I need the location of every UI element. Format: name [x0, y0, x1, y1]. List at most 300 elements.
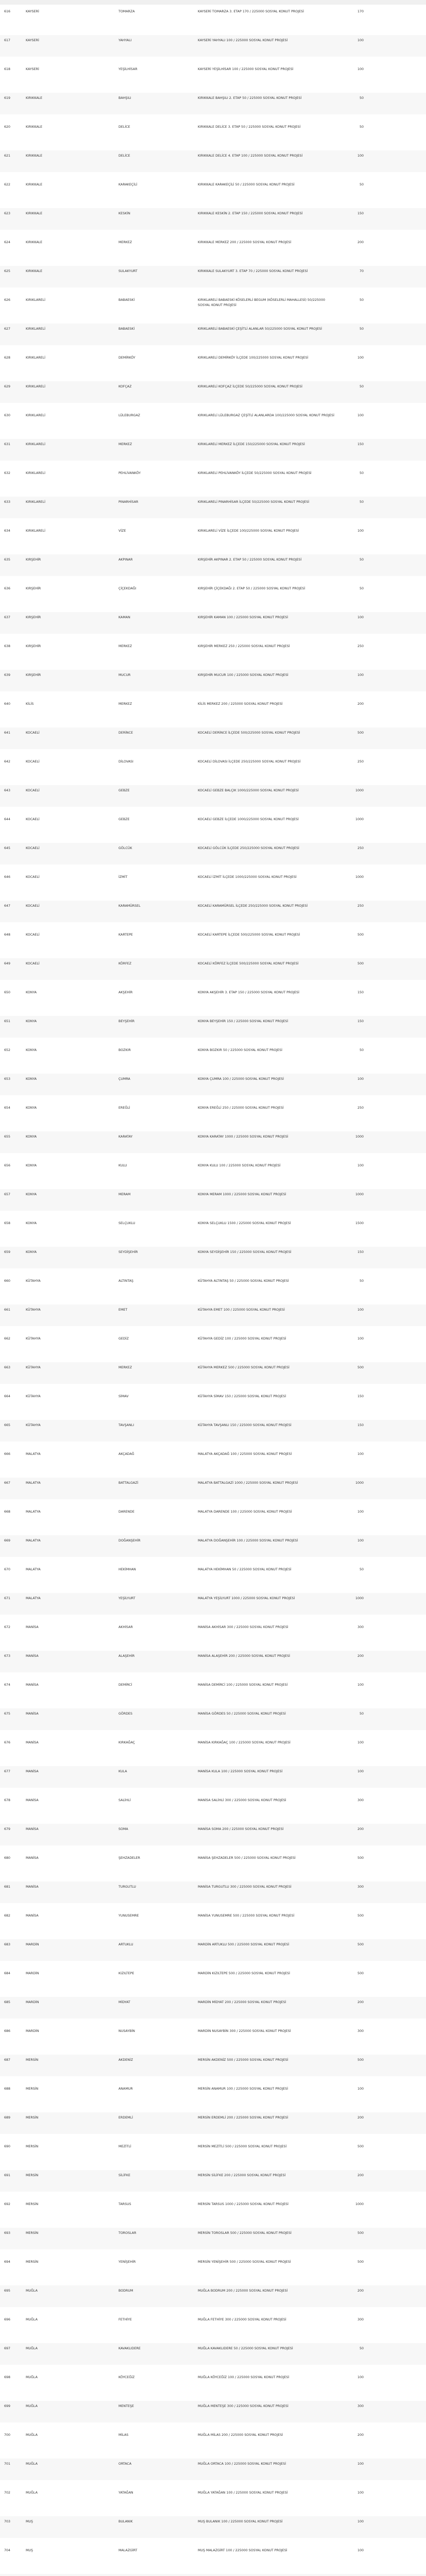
table-row: [0, 1968, 426, 1990]
row-id: 656: [4, 1164, 11, 1167]
row-unit-count: 250: [357, 846, 364, 850]
table-row: [0, 2285, 426, 2307]
table-row: [0, 843, 426, 865]
row-province: MUĞLA: [26, 2347, 38, 2350]
row-province: MALATYA: [26, 1568, 41, 1571]
row-unit-count: 300: [357, 2029, 364, 2033]
row-province: KONYA: [26, 1106, 37, 1110]
row-district: KESKİN: [118, 212, 130, 215]
row-project: KONYA SELÇUKLU 1500 / 225000 SOSYAL KONUT PROJESİ: [198, 1222, 291, 1225]
row-district: MERKEZ: [118, 702, 132, 706]
row-project: KAYSERİ YAHYALI 100 / 225000 SOSYAL KONUT PROJESİ: [198, 39, 288, 42]
row-id: 689: [4, 2116, 11, 2120]
row-id: 657: [4, 1193, 11, 1196]
row-province: KIRŞEHİR: [26, 558, 41, 562]
row-district: GEBZE: [118, 818, 130, 821]
row-project: MANİSA ALAŞEHİR 200 / 225000 SOSYAL KONUT PROJESİ: [198, 1654, 290, 1658]
row-district: DEMİRCİ: [118, 1683, 132, 1687]
table-row: [0, 554, 426, 576]
table-row: [0, 2257, 426, 2278]
table-row: [0, 2112, 426, 2134]
row-unit-count: 200: [357, 1654, 364, 1658]
row-province: KÜTAHYA: [26, 1337, 41, 1341]
table-row: [0, 179, 426, 201]
row-id: 640: [4, 702, 11, 706]
row-project: KOCAELİ DİLOVASI İLÇEDE 250/225000 SOSYAL KONUT PROJESİ: [198, 760, 301, 764]
row-district: GÖLCÜK: [118, 846, 132, 850]
row-province: MANİSA: [26, 1827, 39, 1831]
row-unit-count: 500: [357, 1366, 364, 1369]
table-row: [0, 1506, 426, 1528]
row-district: MUCUR: [118, 673, 131, 677]
row-project: MANİSA KULA 100 / 225000 SOSYAL KONUT PROJESİ: [198, 1770, 283, 1773]
row-id: 619: [4, 96, 11, 100]
table-row: [0, 1103, 426, 1124]
row-project: MANİSA AKHİSAR 300 / 225000 SOSYAL KONUT PROJESİ: [198, 1625, 288, 1629]
row-district: KAVAKLIDERE: [118, 2347, 141, 2350]
row-id: 668: [4, 1510, 11, 1514]
row-project: MERSİN MEZİTLİ 500 / 225000 SOSYAL KONUT PROJESİ: [198, 2145, 287, 2148]
row-district: NUSAYBİN: [118, 2029, 135, 2033]
row-unit-count: 100: [357, 2520, 364, 2523]
row-id: 667: [4, 1481, 11, 1485]
row-id: 616: [4, 10, 11, 13]
row-province: KOCAELİ: [26, 818, 40, 821]
row-unit-count: 100: [357, 1770, 364, 1773]
row-district: YUNUSEMRE: [118, 1914, 139, 1918]
row-province: KIRIKKALE: [26, 125, 43, 129]
row-id: 658: [4, 1222, 11, 1225]
row-province: KONYA: [26, 1193, 37, 1196]
row-id: 680: [4, 1856, 11, 1860]
row-unit-count: 100: [357, 2549, 364, 2552]
row-unit-count: 150: [357, 1250, 364, 1254]
row-unit-count: 500: [357, 1914, 364, 1918]
row-province: MANİSA: [26, 1654, 39, 1658]
table-row: [0, 2026, 426, 2047]
row-district: SELÇUKLU: [118, 1222, 135, 1225]
table-row: [0, 1680, 426, 1701]
row-unit-count: 500: [357, 1856, 364, 1860]
row-province: KONYA: [26, 991, 37, 994]
row-province: KOCAELİ: [26, 933, 40, 937]
row-district: KULU: [118, 1164, 127, 1167]
row-unit-count: 100: [357, 616, 364, 619]
row-district: KARATAY: [118, 1135, 133, 1139]
row-province: MARDİN: [26, 2029, 39, 2033]
row-id: 638: [4, 645, 11, 648]
row-province: KIRIKKALE: [26, 212, 43, 215]
table-row: [0, 468, 426, 489]
row-province: KÜTAHYA: [26, 1423, 41, 1427]
row-project: MALATYA YEŞİLYURT 1000 / 225000 SOSYAL KONUT PROJESİ: [198, 1597, 295, 1600]
row-unit-count: 500: [357, 1972, 364, 1975]
row-id: 684: [4, 1972, 11, 1975]
row-id: 685: [4, 2001, 11, 2004]
row-district: AKŞEHİR: [118, 991, 133, 994]
row-province: MUŞ: [26, 2549, 33, 2552]
table-row: [0, 1939, 426, 1961]
row-id: 624: [4, 241, 11, 244]
row-id: 636: [4, 587, 11, 590]
row-id: 651: [4, 1020, 11, 1023]
row-unit-count: 50: [359, 1279, 364, 1283]
table-row: [0, 1045, 426, 1066]
table-row: [0, 1160, 426, 1182]
row-project: MARDİN KIZILTEPE 500 / 225000 SOSYAL KONUT PROJESİ: [198, 1972, 290, 1975]
row-unit-count: 250: [357, 1106, 364, 1110]
row-unit-count: 50: [359, 96, 364, 100]
row-project: MUĞLA KÖYCEĞİZ 100 / 225000 SOSYAL KONUT PROJESİ: [198, 2376, 289, 2379]
table-row: [0, 1622, 426, 1643]
row-province: KOCAELİ: [26, 904, 40, 908]
row-project: MALATYA AKÇADAĞ 100 / 225000 SOSYAL KONUT PROJESİ: [198, 1452, 292, 1456]
row-project: KIRŞEHİR AKPINAR 2. ETAP 50 / 225000 SOSYAL KONUT PROJESİ: [198, 558, 302, 562]
row-project: KIRIKKALE SULAKYURT 3. ETAP 70 / 225000 SOSYAL KONUT PROJESİ: [198, 269, 308, 273]
table-row: [0, 1593, 426, 1615]
row-district: KARAKEÇİLİ: [118, 183, 138, 187]
table-row: [0, 1304, 426, 1326]
row-province: MERSİN: [26, 2231, 39, 2235]
table-row: [0, 583, 426, 605]
row-project: MERSİN ANAMUR 100 / 225000 SOSYAL KONUT PROJESİ: [198, 2087, 288, 2091]
row-district: SOMA: [118, 1827, 128, 1831]
row-province: KIRŞEHİR: [26, 673, 41, 677]
row-id: 631: [4, 443, 11, 446]
row-id: 639: [4, 673, 11, 677]
row-province: KIRIKLARELİ: [26, 356, 46, 360]
row-district: ALAŞEHİR: [118, 1654, 135, 1658]
row-id: 676: [4, 1741, 11, 1744]
row-project: KÜTAHYA SİMAV 150 / 225000 SOSYAL KONUT PROJESİ: [198, 1395, 286, 1398]
row-id: 648: [4, 933, 11, 937]
row-project: MALATYA BATTALGAZİ 1000 / 225000 SOSYAL KONUT PROJESİ: [198, 1481, 298, 1485]
row-unit-count: 100: [357, 1308, 364, 1312]
row-id: 700: [4, 2433, 11, 2437]
row-project: KIRIKKALE DELİCE 4. ETAP 100 / 225000 SOSYAL KONUT PROJESİ: [198, 154, 303, 158]
row-district: GEBZE: [118, 789, 130, 792]
row-district: AKÇADAĞ: [118, 1452, 134, 1456]
row-unit-count: 250: [357, 904, 364, 908]
row-id: 691: [4, 2174, 11, 2177]
row-province: KIRIKLARELİ: [26, 500, 46, 504]
row-district: BAHŞILI: [118, 96, 131, 100]
row-project: KONYA ÇUMRA 100 / 225000 SOSYAL KONUT PROJESİ: [198, 1077, 284, 1081]
row-unit-count: 70: [359, 269, 364, 273]
row-unit-count: 150: [357, 1395, 364, 1398]
row-project: KONYA BOZKIR 50 / 225000 SOSYAL KONUT PROJESİ: [198, 1048, 282, 1052]
row-province: KOCAELİ: [26, 962, 40, 965]
row-id: 621: [4, 154, 11, 158]
row-id: 617: [4, 39, 11, 42]
row-project: MANİSA TURGUTLU 300 / 225000 SOSYAL KONUT PROJESİ: [198, 1885, 292, 1889]
row-project: MUĞLA ORTACA 100 / 225000 SOSYAL KONUT PROJESİ: [198, 2462, 286, 2466]
row-project: KOCAELİ KARTEPE İLÇEDE 500/225000 SOSYAL KONUT PROJESİ: [198, 933, 300, 937]
row-id: 634: [4, 529, 11, 533]
row-unit-count: 200: [357, 241, 364, 244]
row-id: 660: [4, 1279, 11, 1283]
row-district: DOĞANŞEHİR: [118, 1539, 141, 1543]
row-district: KÖRFEZ: [118, 962, 132, 965]
row-district: MERAM: [118, 1193, 131, 1196]
row-district: LÜLEBURGAZ: [118, 414, 141, 417]
row-province: KIRŞEHİR: [26, 645, 41, 648]
table-row: [0, 295, 426, 316]
row-project: KIRŞEHİR KAMAN 100 / 225000 SOSYAL KONUT PROJESİ: [198, 616, 288, 619]
row-district: TARSUS: [118, 2202, 131, 2206]
row-province: KIRIKKALE: [26, 96, 43, 100]
row-district: MİLAS: [118, 2433, 129, 2437]
row-unit-count: 200: [357, 2001, 364, 2004]
row-province: MUĞLA: [26, 2433, 38, 2437]
row-unit-count: 100: [357, 1077, 364, 1081]
row-id: 649: [4, 962, 11, 965]
row-district: YAHYALI: [118, 39, 132, 42]
row-province: KIRIKLARELİ: [26, 327, 46, 331]
row-district: GEDİZ: [118, 1337, 129, 1341]
row-project: KIRŞEHİR MERKEZ 250 / 225000 SOSYAL KONUT PROJESİ: [198, 645, 290, 648]
row-province: MANİSA: [26, 1741, 39, 1744]
row-id: 629: [4, 385, 11, 388]
row-id: 650: [4, 991, 11, 994]
row-district: DERİNCE: [118, 731, 133, 735]
row-province: KIRIKKALE: [26, 183, 43, 187]
row-project: MANİSA SALİHLİ 300 / 225000 SOSYAL KONUT PROJESİ: [198, 1799, 286, 1802]
row-district: BULANIK: [118, 2520, 133, 2523]
row-id: 630: [4, 414, 11, 417]
row-project: MARDİN NUSAYBİN 300 / 225000 SOSYAL KONUT PROJESİ: [198, 2029, 291, 2033]
row-province: KÜTAHYA: [26, 1395, 41, 1398]
table-row: [0, 2430, 426, 2451]
row-province: MANİSA: [26, 1799, 39, 1802]
row-province: KIRIKLARELİ: [26, 471, 46, 475]
row-id: 655: [4, 1135, 11, 1139]
row-province: MUĞLA: [26, 2289, 38, 2293]
table-row: [0, 93, 426, 114]
row-province: MARDİN: [26, 2001, 39, 2004]
row-id: 661: [4, 1308, 11, 1312]
table-row: [0, 237, 426, 259]
row-project: MARDİN MİDYAT 200 / 225000 SOSYAL KONUT PROJESİ: [198, 2001, 286, 2004]
table-row: [0, 1189, 426, 1211]
row-project: KAYSERİ YEŞİLHİSAR 100 / 225000 SOSYAL KONUT PROJESİ: [198, 67, 294, 71]
row-district: YEŞİLYURT: [118, 1597, 135, 1600]
row-province: MARDİN: [26, 1943, 39, 1946]
row-district: ÇUMRA: [118, 1077, 130, 1081]
row-district: EMET: [118, 1308, 128, 1312]
row-unit-count: 300: [357, 1625, 364, 1629]
row-district: TAVŞANLI: [118, 1423, 134, 1427]
row-id: 686: [4, 2029, 11, 2033]
table-row: [0, 1074, 426, 1095]
row-unit-count: 1000: [355, 1193, 364, 1196]
row-project: MERSİN AKDENİZ 500 / 225000 SOSYAL KONUT PROJESİ: [198, 2058, 288, 2062]
table-row: [0, 1882, 426, 1903]
row-id: 653: [4, 1077, 11, 1081]
row-id: 678: [4, 1799, 11, 1802]
row-district: ARTUKLU: [118, 1943, 133, 1946]
row-unit-count: 150: [357, 1423, 364, 1427]
row-province: KOCAELİ: [26, 789, 40, 792]
row-province: MALATYA: [26, 1539, 41, 1543]
row-unit-count: 100: [357, 1337, 364, 1341]
table-row: [0, 814, 426, 836]
row-id: 664: [4, 1395, 11, 1398]
row-unit-count: 100: [357, 39, 364, 42]
row-unit-count: 200: [357, 2433, 364, 2437]
row-id: 632: [4, 471, 11, 475]
row-unit-count: 500: [357, 2231, 364, 2235]
row-province: MALATYA: [26, 1452, 41, 1456]
row-district: EREĞLİ: [118, 1106, 130, 1110]
row-unit-count: 150: [357, 212, 364, 215]
row-id: 671: [4, 1597, 11, 1600]
row-district: SEYDİŞEHİR: [118, 1250, 138, 1254]
table-row: [0, 1333, 426, 1355]
table-row: [0, 1708, 426, 1730]
row-district: MERKEZ: [118, 443, 132, 446]
row-district: KULA: [118, 1770, 127, 1773]
row-unit-count: 100: [357, 154, 364, 158]
row-project: KÜTAHYA GEDİZ 100 / 225000 SOSYAL KONUT PROJESİ: [198, 1337, 286, 1341]
row-province: KİLİS: [26, 702, 34, 706]
row-project: KOCAELİ GEBZE BALÇIK 1000/225000 SOSYAL KONUT PROJESİ: [198, 789, 299, 792]
row-province: KOCAELİ: [26, 760, 40, 764]
row-project: MERSİN TARSUS 1000 / 225000 SOSYAL KONUT PROJESİ: [198, 2202, 289, 2206]
row-province: KAYSERİ: [26, 10, 39, 13]
row-id: 662: [4, 1337, 11, 1341]
row-project: MERSİN TOROSLAR 500 / 225000 SOSYAL KONUT PROJESİ: [198, 2231, 292, 2235]
table-row: [0, 2055, 426, 2076]
row-district: İZMİT: [118, 875, 128, 879]
row-unit-count: 100: [357, 414, 364, 417]
row-district: FETHİYE: [118, 2318, 132, 2321]
row-project: MALATYA HEKİMHAN 50 / 225000 SOSYAL KONUT PROJESİ: [198, 1568, 292, 1571]
row-province: KIRIKKALE: [26, 241, 43, 244]
row-unit-count: 300: [357, 1885, 364, 1889]
row-unit-count: 250: [357, 645, 364, 648]
table-row: [0, 526, 426, 547]
row-project: KIRIKKALE KESKİN 2. ETAP 150 / 225000 SOSYAL KONUT PROJESİ: [198, 212, 303, 215]
table-row: [0, 958, 426, 980]
row-id: 645: [4, 846, 11, 850]
row-id: 643: [4, 789, 11, 792]
row-project: MUŞ MALAZGİRT 100 / 225000 SOSYAL KONUT PROJESİ: [198, 2549, 287, 2552]
row-province: KIRIKLARELİ: [26, 529, 46, 533]
row-id: 666: [4, 1452, 11, 1456]
row-province: KIRŞEHİR: [26, 587, 41, 590]
row-id: 675: [4, 1712, 11, 1716]
row-id: 633: [4, 500, 11, 504]
row-project: KIRIKKALE DELİCE 3. ETAP 50 / 225000 SOSYAL KONUT PROJESİ: [198, 125, 301, 129]
row-unit-count: 100: [357, 2376, 364, 2379]
row-unit-count: 300: [357, 1799, 364, 1802]
row-district: MİDYAT: [118, 2001, 130, 2004]
row-project: KÜTAHYA TAVŞANLI 150 / 225000 SOSYAL KONUT PROJESİ: [198, 1423, 292, 1427]
table-row: [0, 641, 426, 663]
table-row: [0, 1766, 426, 1788]
row-district: YENİŞEHİR: [118, 2260, 136, 2264]
table-row: [0, 872, 426, 893]
row-district: AKDENİZ: [118, 2058, 133, 2062]
table-row: [0, 1391, 426, 1413]
row-unit-count: 50: [359, 471, 364, 475]
table-row: [0, 1853, 426, 1874]
table-row: [0, 612, 426, 634]
row-unit-count: 50: [359, 327, 364, 331]
table-row: [0, 670, 426, 691]
table-row: [0, 1247, 426, 1268]
table-row: [0, 122, 426, 143]
row-district: KÖYCEĞİZ: [118, 2376, 135, 2379]
row-project: KIRIKLARELİ VİZE İLÇEDE 100/225000 SOSYAL KONUT PROJESİ: [198, 529, 299, 533]
row-district: YATAĞAN: [118, 2491, 133, 2495]
row-id: 692: [4, 2202, 11, 2206]
row-id: 628: [4, 356, 11, 360]
row-project: MUĞLA KAVAKLIDERE 50 / 225000 SOSYAL KONUT PROJESİ: [198, 2347, 293, 2350]
row-province: KIRŞEHİR: [26, 616, 41, 619]
row-province: MANİSA: [26, 1770, 39, 1773]
row-project: KIRIKLARELİ PEHLİVANKÖY İLÇEDE 50/225000 SOSYAL KONUT PROJESİ: [198, 471, 312, 475]
row-district: AKHİSAR: [118, 1625, 133, 1629]
table-row: [0, 1737, 426, 1759]
row-id: 693: [4, 2231, 11, 2235]
row-province: KIRIKLARELİ: [26, 443, 46, 446]
row-id: 672: [4, 1625, 11, 1629]
row-id: 652: [4, 1048, 11, 1052]
row-project: MANİSA YUNUSEMRE 500 / 225000 SOSYAL KONUT PROJESİ: [198, 1914, 295, 1918]
row-district: KIZILTEPE: [118, 1972, 134, 1975]
row-unit-count: 100: [357, 1510, 364, 1514]
row-unit-count: 1000: [355, 1135, 364, 1139]
row-district: HEKİMHAN: [118, 1568, 136, 1571]
row-id: 646: [4, 875, 11, 879]
row-unit-count: 100: [357, 2491, 364, 2495]
table-row: [0, 2372, 426, 2394]
row-province: MALATYA: [26, 1510, 41, 1514]
row-project: KIRIKLARELİ BABAESKİ ÇEŞİTLİ ALANLAR 50/225000 SOSYAL KONUT PROJESİ: [198, 327, 322, 331]
row-district: GÖRDES: [118, 1712, 133, 1716]
row-id: 641: [4, 731, 11, 735]
row-district: AKPINAR: [118, 558, 133, 562]
row-unit-count: 500: [357, 731, 364, 735]
row-id: 694: [4, 2260, 11, 2264]
row-district: DİLOVASI: [118, 760, 133, 764]
row-unit-count: 1000: [355, 789, 364, 792]
row-id: 687: [4, 2058, 11, 2062]
row-district: DEMİRKÖY: [118, 356, 135, 360]
row-id: 670: [4, 1568, 11, 1571]
table-row: [0, 1535, 426, 1557]
row-unit-count: 50: [359, 1048, 364, 1052]
table-row: [0, 2170, 426, 2192]
row-id: 625: [4, 269, 11, 273]
row-district: KAMAN: [118, 616, 130, 619]
row-unit-count: 200: [357, 702, 364, 706]
row-unit-count: 100: [357, 529, 364, 533]
row-province: MERSİN: [26, 2087, 39, 2091]
table-row: [0, 64, 426, 86]
row-district: BABAESKİ: [118, 327, 135, 331]
row-id: 683: [4, 1943, 11, 1946]
table-row: [0, 1131, 426, 1153]
row-district: KARTEPE: [118, 933, 133, 937]
row-province: KÜTAHYA: [26, 1279, 41, 1283]
row-district: KIRKAĞAÇ: [118, 1741, 135, 1744]
row-id: 623: [4, 212, 11, 215]
row-project: MUĞLA BODRUM 200 / 225000 SOSYAL KONUT PROJESİ: [198, 2289, 288, 2293]
table-row: [0, 1824, 426, 1845]
